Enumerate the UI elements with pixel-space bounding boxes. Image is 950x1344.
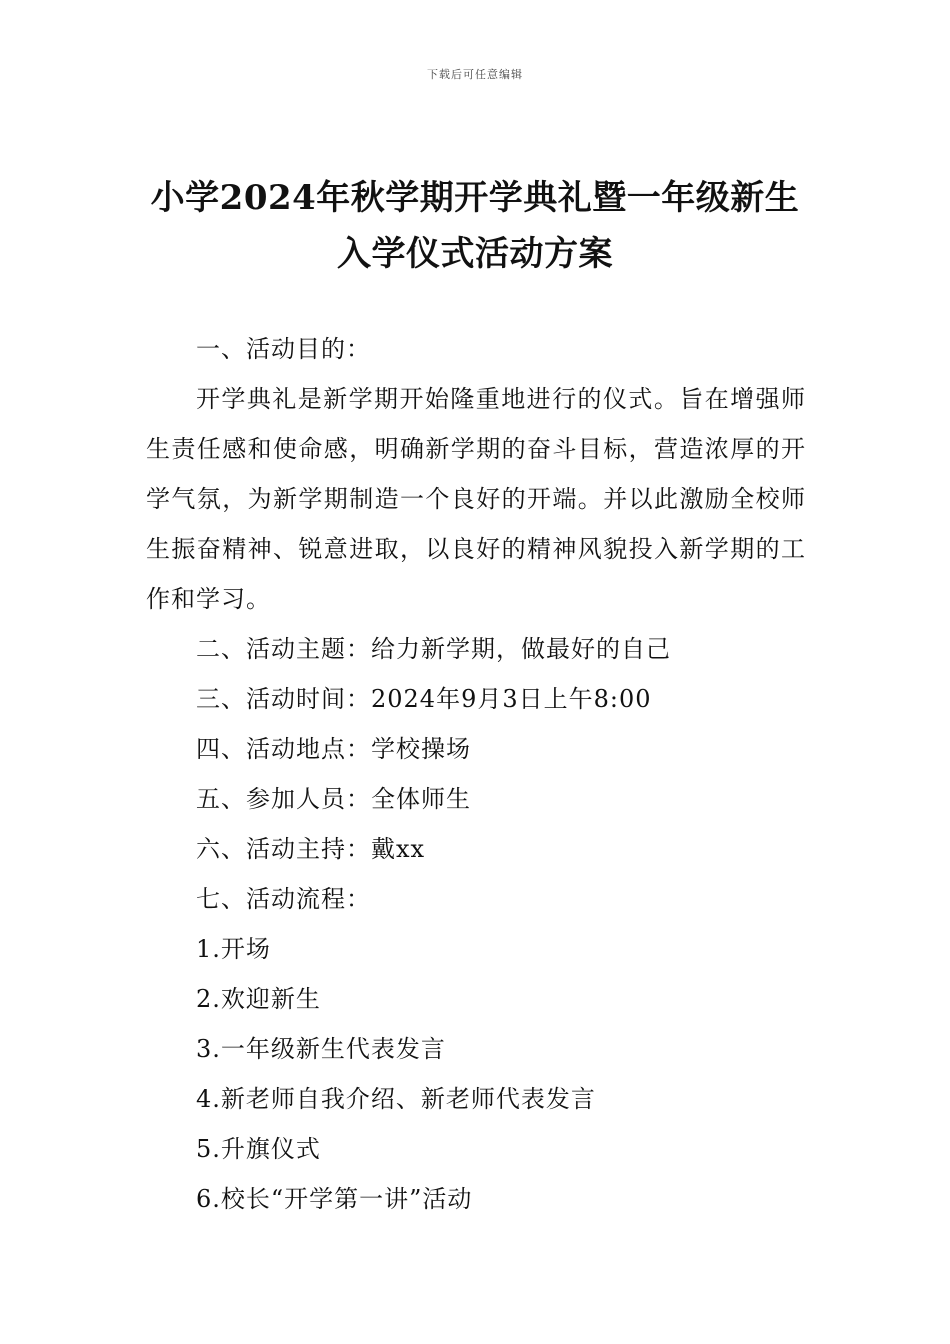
- participants-line: 五、参加人员：全体师生: [196, 785, 471, 813]
- document-body: [146, 324, 806, 1224]
- process-item: 1.开场: [196, 935, 271, 963]
- theme-line: 二、活动主题：给力新学期，做最好的自己: [196, 635, 671, 663]
- header-note: 下载后可任意编辑: [427, 68, 523, 81]
- process-item: 5.升旗仪式: [196, 1135, 321, 1163]
- location-line: 四、活动地点：学校操场: [196, 735, 471, 763]
- time-line: 三、活动时间：2024年9月3日上午8:00: [196, 685, 652, 713]
- process-item: 3.一年级新生代表发言: [196, 1035, 446, 1063]
- process-item: 6.校长“开学第一讲”活动: [196, 1185, 473, 1213]
- host-line: 六、活动主持：戴xx: [196, 835, 426, 863]
- document-title: 小学2024年秋学期开学典礼暨一年级新生入学仪式活动方案: [150, 178, 800, 274]
- process-heading: 七、活动流程：: [196, 885, 371, 913]
- purpose-paragraph: 开学典礼是新学期开始隆重地进行的仪式。旨在增强师生责任感和使命感，明确新学期的奋斗目标，营造浓厚的开学气氛，为新学期制造一个良好的开端。并以此激励全校师生振奋精神、锐意进取，以良好的精神风貌投入新学期的工作和学习。: [146, 385, 806, 613]
- process-item: 4.新老师自我介绍、新老师代表发言: [196, 1085, 596, 1113]
- purpose-heading: 一、活动目的：: [196, 335, 371, 363]
- process-item: 2.欢迎新生: [196, 985, 321, 1013]
